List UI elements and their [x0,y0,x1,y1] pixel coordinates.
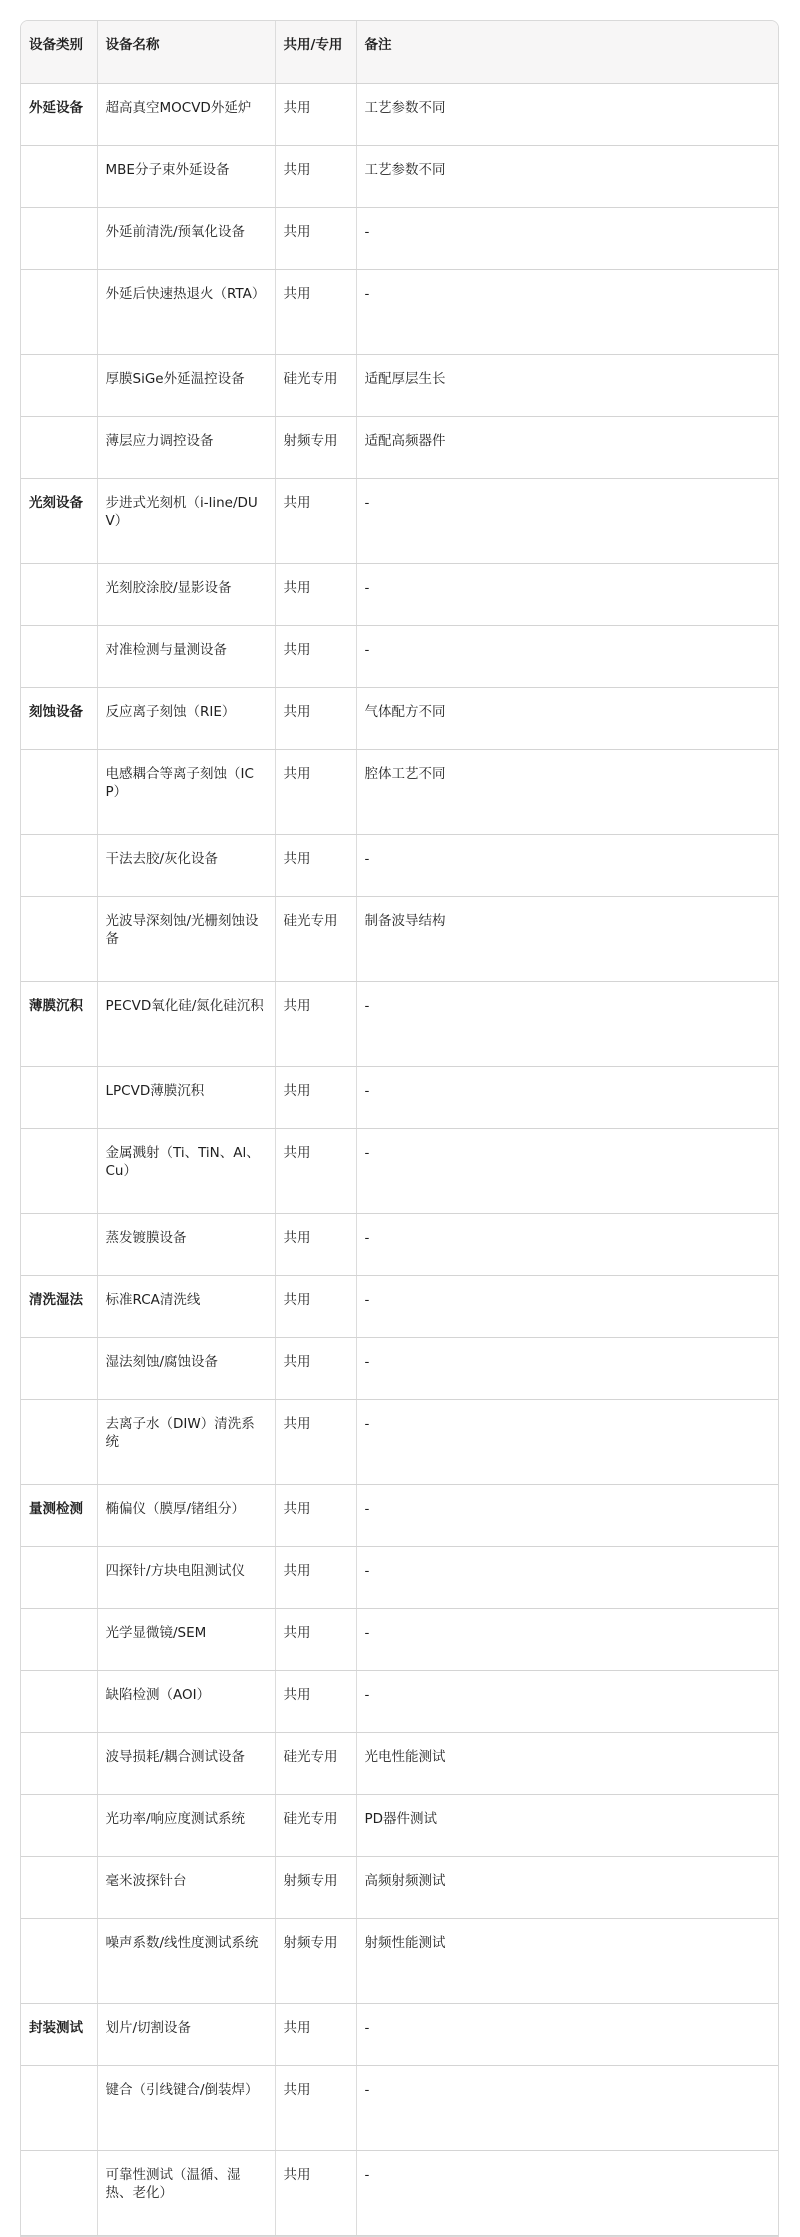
cell-usage: 共用 [275,207,356,269]
table-row [21,563,778,625]
cell-category [21,145,97,207]
cell-category: 量测检测 [21,1484,97,1546]
cell-usage: 共用 [275,687,356,749]
cell-category [21,625,97,687]
cell-name: 超高真空MOCVD外延炉 [97,83,275,145]
cell-remark: - [356,1066,778,1128]
cell-name: 可靠性测试（温循、湿热、老化） [97,2150,275,2235]
table-row [21,687,778,749]
cell-name: 键合（引线键合/倒装焊） [97,2065,275,2150]
cell-name: 蒸发镀膜设备 [97,1213,275,1275]
table-row [21,749,778,834]
cell-name: 光学显微镜/SEM [97,1608,275,1670]
table-row [21,1399,778,1484]
cell-remark: - [356,207,778,269]
cell-remark: - [356,2003,778,2065]
cell-name: LPCVD薄膜沉积 [97,1066,275,1128]
cell-remark: 腔体工艺不同 [356,749,778,834]
cell-name: 光功率/响应度测试系统 [97,1794,275,1856]
cell-category [21,834,97,896]
table-row [21,1275,778,1337]
cell-remark: 制备波导结构 [356,896,778,981]
cell-remark: PD器件测试 [356,1794,778,1856]
table-row [21,2065,778,2150]
cell-usage: 共用 [275,1670,356,1732]
cell-usage: 共用 [275,83,356,145]
table-row [21,207,778,269]
cell-name: 标准RCA清洗线 [97,1275,275,1337]
cell-remark: - [356,1337,778,1399]
cell-remark: - [356,1670,778,1732]
cell-usage: 硅光专用 [275,354,356,416]
cell-name: 椭偏仪（膜厚/锗组分） [97,1484,275,1546]
cell-remark: 工艺参数不同 [356,83,778,145]
table-row [21,269,778,354]
cell-category: 薄膜沉积 [21,981,97,1066]
table-row [21,1608,778,1670]
cell-usage: 射频专用 [275,1918,356,2003]
cell-name: 湿法刻蚀/腐蚀设备 [97,1337,275,1399]
table-row [21,1918,778,2003]
cell-usage: 共用 [275,145,356,207]
cell-name: 对准检测与量测设备 [97,625,275,687]
cell-usage: 共用 [275,1066,356,1128]
cell-name: MBE分子束外延设备 [97,145,275,207]
cell-name: 噪声系数/线性度测试系统 [97,1918,275,2003]
cell-category: 光刻设备 [21,478,97,563]
table-row [21,354,778,416]
cell-category [21,1856,97,1918]
cell-category [21,1213,97,1275]
cell-usage: 共用 [275,1608,356,1670]
cell-remark: 工艺参数不同 [356,145,778,207]
cell-remark: - [356,1484,778,1546]
cell-category: 清洗湿法 [21,1275,97,1337]
cell-remark: - [356,1213,778,1275]
cell-remark: - [356,1546,778,1608]
cell-usage: 射频专用 [275,1856,356,1918]
cell-remark: - [356,834,778,896]
table-row [21,1732,778,1794]
cell-category [21,1546,97,1608]
header-remark: 备注 [356,21,778,83]
cell-name: 划片/切割设备 [97,2003,275,2065]
cell-usage: 共用 [275,1484,356,1546]
header-category: 设备类别 [21,21,97,83]
cell-name: 步进式光刻机（i-line/DUV） [97,478,275,563]
table-row [21,83,778,145]
cell-category: 外延设备 [21,83,97,145]
cell-usage: 共用 [275,269,356,354]
cell-name: 四探针/方块电阻测试仪 [97,1546,275,1608]
header-usage: 共用/专用 [275,21,356,83]
cell-name: 外延后快速热退火（RTA） [97,269,275,354]
cell-name: 光波导深刻蚀/光栅刻蚀设备 [97,896,275,981]
cell-category [21,2065,97,2150]
cell-remark: - [356,478,778,563]
equipment-table-container [20,20,779,2237]
cell-usage: 共用 [275,981,356,1066]
equipment-table [21,21,778,2236]
table-row [21,1484,778,1546]
cell-name: 电感耦合等离子刻蚀（ICP） [97,749,275,834]
cell-usage: 共用 [275,2065,356,2150]
table-header-row [21,21,778,83]
cell-name: 去离子水（DIW）清洗系统 [97,1399,275,1484]
cell-category: 刻蚀设备 [21,687,97,749]
cell-name: PECVD氧化硅/氮化硅沉积 [97,981,275,1066]
cell-category [21,1670,97,1732]
cell-usage: 共用 [275,625,356,687]
cell-name: 波导损耗/耦合测试设备 [97,1732,275,1794]
table-row [21,1213,778,1275]
cell-category [21,896,97,981]
cell-usage: 共用 [275,1213,356,1275]
cell-name: 缺陷检测（AOI） [97,1670,275,1732]
cell-category [21,416,97,478]
cell-name: 干法去胶/灰化设备 [97,834,275,896]
table-row [21,416,778,478]
cell-remark: - [356,2150,778,2235]
cell-usage: 硅光专用 [275,1794,356,1856]
cell-remark: 光电性能测试 [356,1732,778,1794]
cell-remark: 高频射频测试 [356,1856,778,1918]
cell-category [21,1794,97,1856]
cell-remark: - [356,1399,778,1484]
table-row [21,2003,778,2065]
table-row [21,478,778,563]
cell-usage: 共用 [275,1546,356,1608]
table-row [21,2150,778,2235]
cell-usage: 共用 [275,2003,356,2065]
cell-category [21,1066,97,1128]
cell-category [21,563,97,625]
cell-category [21,1128,97,1213]
table-row [21,1546,778,1608]
cell-remark: 气体配方不同 [356,687,778,749]
cell-remark: - [356,625,778,687]
table-row [21,1856,778,1918]
cell-remark: 适配厚层生长 [356,354,778,416]
cell-usage: 共用 [275,1399,356,1484]
table-row [21,981,778,1066]
cell-name: 反应离子刻蚀（RIE） [97,687,275,749]
cell-usage: 共用 [275,1275,356,1337]
table-row [21,1670,778,1732]
cell-usage: 共用 [275,749,356,834]
cell-category [21,1399,97,1484]
cell-category [21,1608,97,1670]
table-row [21,1337,778,1399]
table-row [21,1066,778,1128]
cell-remark: - [356,563,778,625]
cell-category [21,1732,97,1794]
cell-name: 光刻胶涂胶/显影设备 [97,563,275,625]
table-row [21,834,778,896]
cell-usage: 共用 [275,563,356,625]
cell-name: 外延前清洗/预氧化设备 [97,207,275,269]
cell-category [21,269,97,354]
cell-usage: 射频专用 [275,416,356,478]
cell-usage: 硅光专用 [275,896,356,981]
cell-remark: 适配高频器件 [356,416,778,478]
cell-category: 封装测试 [21,2003,97,2065]
cell-usage: 共用 [275,1128,356,1213]
cell-category [21,1337,97,1399]
cell-category [21,1918,97,2003]
cell-name: 厚膜SiGe外延温控设备 [97,354,275,416]
table-row [21,1128,778,1213]
cell-remark: - [356,2065,778,2150]
table-row [21,145,778,207]
cell-name: 毫米波探针台 [97,1856,275,1918]
table-row [21,896,778,981]
cell-remark: - [356,269,778,354]
cell-remark: - [356,1608,778,1670]
cell-category [21,354,97,416]
cell-category [21,749,97,834]
cell-name: 薄层应力调控设备 [97,416,275,478]
cell-usage: 共用 [275,834,356,896]
cell-usage: 硅光专用 [275,1732,356,1794]
cell-category [21,2150,97,2235]
cell-remark: - [356,1128,778,1213]
table-row [21,1794,778,1856]
cell-remark: - [356,981,778,1066]
cell-usage: 共用 [275,478,356,563]
cell-usage: 共用 [275,2150,356,2235]
cell-usage: 共用 [275,1337,356,1399]
cell-category [21,207,97,269]
table-row [21,625,778,687]
header-name: 设备名称 [97,21,275,83]
cell-remark: - [356,1275,778,1337]
cell-remark: 射频性能测试 [356,1918,778,2003]
cell-name: 金属溅射（Ti、TiN、Al、Cu） [97,1128,275,1213]
